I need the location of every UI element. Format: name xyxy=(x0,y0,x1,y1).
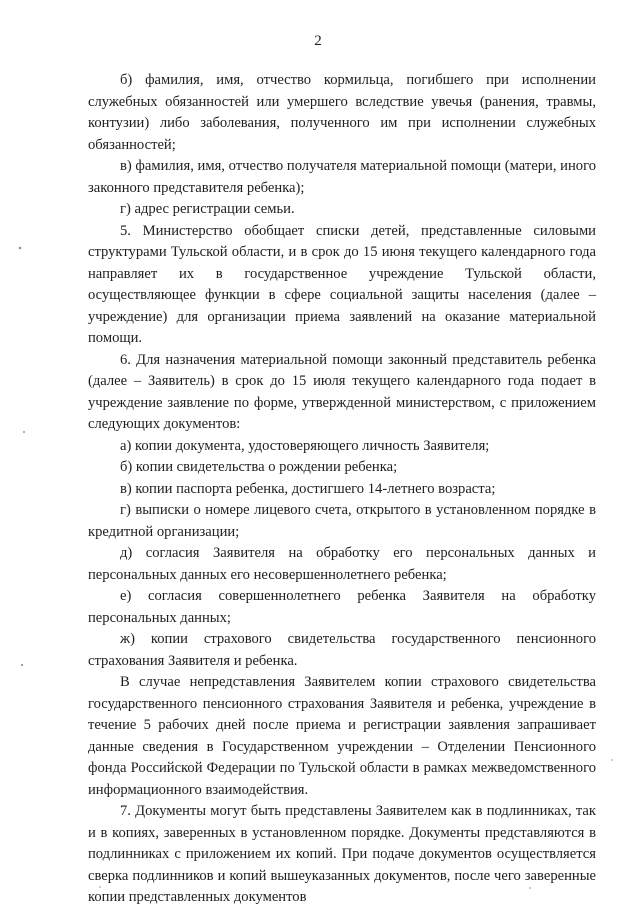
list-item-e-adult-child-consent: е) согласия совершеннолетнего ребенка Заявителя на обработку персональных данных; xyxy=(88,588,596,626)
paragraph-v-recipient-name: в) фамилия, имя, отчество получателя материальной помощи (матери, иного законного представителя ребенка); xyxy=(88,158,596,196)
list-item-d-applicant-consent: д) согласия Заявителя на обработку его персональных данных и персональных данных его несовершеннолетнего ребенка; xyxy=(88,545,596,583)
paragraph-6-application: 6. Для назначения материальной помощи законный представитель ребенка (далее – Заявитель) в срок до 15 июля текущего календарного года подает в учреждение заявление по форме, утвержденной министерством, с приложением следующих документов: xyxy=(88,351,596,432)
paragraph-b-breadwinner-name: б) фамилия, имя, отчество кормильца, погибшего при исполнении служебных обязанностей или умершего вследствие увечья (ранения, травмы, контузии) либо заболевания, полученного им при исполнении служебных обязанностей; xyxy=(88,72,596,153)
paragraph-g-family-address: г) адрес регистрации семьи. xyxy=(120,201,295,217)
document-body xyxy=(88,70,596,909)
list-item-b-birth-certificate: б) копии свидетельства о рождении ребенка; xyxy=(120,459,398,475)
page-number: 2 xyxy=(314,33,322,49)
paragraph-7-documents: 7. Документы могут быть представлены Заявителем как в подлинниках, так и в копиях, заверенных в установленном порядке. Документы представляются в подлинниках с приложением их копий. При подаче документов осуществляется сверка подлинников и копий вышеуказанных документов, после чего заверенные копии представленных документов xyxy=(88,803,596,905)
paragraph-missing-certificate: В случае непредставления Заявителем копии страхового свидетельства государственного пенсионного страхования Заявителя и ребенка, учреждение в течение 5 рабочих дней после приема и регистрации заявления запрашивает данные сведения в Государственном учреждении – Отделении Пенсионного фонда Российской Федерации по Тульской области в рамках межведомственного информационного взаимодействия. xyxy=(88,674,596,798)
list-item-v-child-passport: в) копии паспорта ребенка, достигшего 14-летнего возраста; xyxy=(120,480,496,497)
list-item-zh-pension-certificate: ж) копии страхового свидетельства государственного пенсионного страхования Заявителя и ребенка. xyxy=(88,631,596,669)
list-item-a-identity-copy: а) копии документа, удостоверяющего личность Заявителя; xyxy=(120,437,490,454)
list-item-g-account-statement: г) выписки о номере лицевого счета, открытого в установленном порядке в кредитной организации; xyxy=(88,502,596,540)
paragraph-5-ministry-lists: 5. Министерство обобщает списки детей, представленные силовыми структурами Тульской области, и в срок до 15 июня текущего календарного года направляет их в государственное учреждение Тульской области, осуществляющее функции в сфере социальной защиты населения (далее – учреждение) для организации приема заявлений на оказание материальной помощи. xyxy=(88,222,596,346)
